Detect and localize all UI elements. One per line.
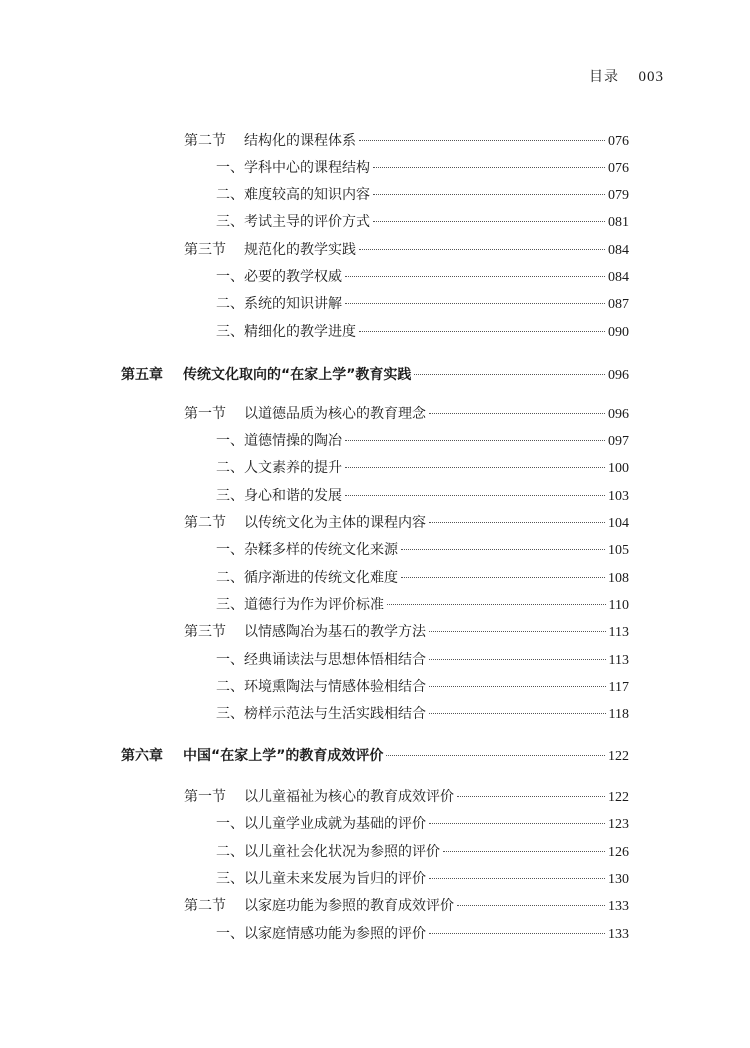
toc-page-number: 097 — [608, 434, 629, 449]
running-header — [589, 66, 664, 86]
chapter-title: 传统文化取向的“在家上学”教育实践 — [183, 367, 412, 383]
item-title: 二、环境熏陶法与情感体验相结合 — [216, 679, 426, 695]
dot-leader — [429, 878, 605, 879]
toc-item-entry[interactable] — [216, 595, 629, 615]
dot-leader — [401, 577, 605, 578]
toc-item-entry[interactable] — [216, 486, 629, 506]
dot-leader — [359, 249, 605, 250]
item-title: 二、系统的知识讲解 — [216, 296, 342, 312]
dot-leader — [345, 467, 605, 468]
toc-page-number: 118 — [608, 707, 629, 722]
item-title: 三、道德行为作为评价标准 — [216, 597, 384, 613]
chapter-number: 第六章 — [121, 748, 163, 764]
chapter-number: 第五章 — [121, 367, 163, 383]
toc-page-number: 110 — [608, 598, 629, 613]
toc-section-entry[interactable] — [184, 896, 629, 916]
toc-entry-label — [121, 746, 383, 766]
section-title: 以儿童福祉为核心的教育成效评价 — [244, 789, 454, 805]
section-title: 以道德品质为核心的教育理念 — [244, 406, 426, 422]
toc-item-entry[interactable] — [216, 924, 629, 944]
item-title: 三、身心和谐的发展 — [216, 488, 342, 504]
toc-page-number: 130 — [608, 872, 629, 887]
toc-page-number: 084 — [608, 270, 629, 285]
toc-entry-label — [184, 787, 454, 807]
dot-leader — [359, 140, 605, 141]
dot-leader — [373, 221, 605, 222]
toc-item-entry[interactable] — [216, 568, 629, 588]
toc-item-entry[interactable] — [216, 431, 629, 451]
toc-page-number: 104 — [608, 516, 629, 531]
item-title: 一、经典诵读法与思想体悟相结合 — [216, 652, 426, 668]
toc-page-number: 096 — [608, 407, 629, 422]
toc-chapter-entry[interactable] — [121, 746, 629, 766]
item-title: 一、以儿童学业成就为基础的评价 — [216, 816, 426, 832]
toc-item-entry[interactable] — [216, 814, 629, 834]
toc-item-entry[interactable] — [216, 294, 629, 314]
section-title: 规范化的教学实践 — [244, 242, 356, 258]
dot-leader — [429, 659, 606, 660]
item-title: 一、杂糅多样的传统文化来源 — [216, 542, 398, 558]
dot-leader — [443, 851, 605, 852]
section-number: 第三节 — [184, 624, 226, 640]
toc-section-entry[interactable] — [184, 131, 629, 151]
header-title: 目录 — [589, 69, 620, 85]
toc-section-entry[interactable] — [184, 787, 629, 807]
item-title: 三、以儿童未来发展为旨归的评价 — [216, 871, 426, 887]
item-title: 一、道德情操的陶冶 — [216, 433, 342, 449]
toc-section-entry[interactable] — [184, 513, 629, 533]
dot-leader — [373, 167, 605, 168]
item-title: 一、学科中心的课程结构 — [216, 160, 370, 176]
section-number: 第三节 — [184, 242, 226, 258]
toc-page-number: 076 — [608, 161, 629, 176]
section-title: 以情感陶冶为基石的教学方法 — [244, 624, 426, 640]
toc-page-number: 133 — [608, 899, 629, 914]
toc-entry-label — [184, 896, 454, 916]
dot-leader — [429, 413, 605, 414]
section-number: 第二节 — [184, 133, 226, 149]
section-title: 以传统文化为主体的课程内容 — [244, 515, 426, 531]
chapter-title: 中国“在家上学”的教育成效评价 — [183, 748, 384, 764]
header-page-number: 003 — [638, 69, 664, 85]
section-title: 结构化的课程体系 — [244, 133, 356, 149]
item-title: 三、考试主导的评价方式 — [216, 214, 370, 230]
dot-leader — [414, 374, 605, 375]
toc-page-number: 117 — [608, 680, 629, 695]
dot-leader — [457, 796, 605, 797]
toc-entry-label — [184, 622, 426, 642]
toc-item-entry[interactable] — [216, 869, 629, 889]
item-title: 二、难度较高的知识内容 — [216, 187, 370, 203]
toc-item-entry[interactable] — [216, 540, 629, 560]
dot-leader — [386, 755, 605, 756]
toc-item-entry[interactable] — [216, 322, 629, 342]
dot-leader — [429, 713, 606, 714]
section-number: 第二节 — [184, 515, 226, 531]
toc-page-number: 084 — [608, 243, 629, 258]
toc-item-entry[interactable] — [216, 212, 629, 232]
dot-leader — [345, 495, 605, 496]
dot-leader — [401, 549, 605, 550]
toc-chapter-entry[interactable] — [121, 365, 629, 385]
toc-page-number: 103 — [608, 489, 629, 504]
toc-page-number: 113 — [608, 625, 629, 640]
toc-entry-label — [184, 513, 426, 533]
dot-leader — [345, 440, 605, 441]
dot-leader — [429, 686, 606, 687]
toc-item-entry[interactable] — [216, 185, 629, 205]
toc-page-number: 105 — [608, 543, 629, 558]
toc-section-entry[interactable] — [184, 404, 629, 424]
toc-page-number: 096 — [608, 368, 629, 383]
section-number: 第一节 — [184, 789, 226, 805]
dot-leader — [457, 905, 605, 906]
toc-page-number: 090 — [608, 325, 629, 340]
toc-page-number: 087 — [608, 297, 629, 312]
section-number: 第二节 — [184, 898, 226, 914]
toc-entry-label — [121, 365, 411, 385]
toc-section-entry[interactable] — [184, 240, 629, 260]
toc-item-entry[interactable] — [216, 677, 629, 697]
item-title: 二、循序渐进的传统文化难度 — [216, 570, 398, 586]
item-title: 一、必要的教学权威 — [216, 269, 342, 285]
toc-page-number: 123 — [608, 817, 629, 832]
dot-leader — [373, 194, 605, 195]
dot-leader — [429, 933, 605, 934]
toc-page-number: 108 — [608, 571, 629, 586]
toc-item-entry[interactable] — [216, 650, 629, 670]
item-title: 三、精细化的教学进度 — [216, 324, 356, 340]
toc-page-number: 122 — [608, 790, 629, 805]
section-number: 第一节 — [184, 406, 226, 422]
dot-leader — [429, 522, 605, 523]
toc-page-number: 079 — [608, 188, 629, 203]
dot-leader — [359, 331, 605, 332]
dot-leader — [345, 276, 605, 277]
section-title: 以家庭功能为参照的教育成效评价 — [244, 898, 454, 914]
toc-section-entry[interactable] — [184, 622, 629, 642]
item-title: 三、榜样示范法与生活实践相结合 — [216, 706, 426, 722]
dot-leader — [345, 303, 605, 304]
toc-entry-label — [184, 131, 356, 151]
toc-page-number: 126 — [608, 845, 629, 860]
dot-leader — [387, 604, 606, 605]
toc-item-entry[interactable] — [216, 704, 629, 724]
toc-page-number: 076 — [608, 134, 629, 149]
toc-page-number: 133 — [608, 927, 629, 942]
toc-page-number: 081 — [608, 215, 629, 230]
dot-leader — [429, 823, 605, 824]
dot-leader — [429, 631, 606, 632]
item-title: 二、人文素养的提升 — [216, 460, 342, 476]
toc-item-entry[interactable] — [216, 267, 629, 287]
toc-page-number: 122 — [608, 749, 629, 764]
toc-item-entry[interactable] — [216, 458, 629, 478]
toc-entry-label — [184, 240, 356, 260]
toc-page-number: 113 — [608, 653, 629, 668]
toc-entry-label — [184, 404, 426, 424]
toc-item-entry[interactable] — [216, 158, 629, 178]
item-title: 一、以家庭情感功能为参照的评价 — [216, 926, 426, 942]
item-title: 二、以儿童社会化状况为参照的评价 — [216, 844, 440, 860]
toc-item-entry[interactable] — [216, 842, 629, 862]
toc-page-number: 100 — [608, 461, 629, 476]
